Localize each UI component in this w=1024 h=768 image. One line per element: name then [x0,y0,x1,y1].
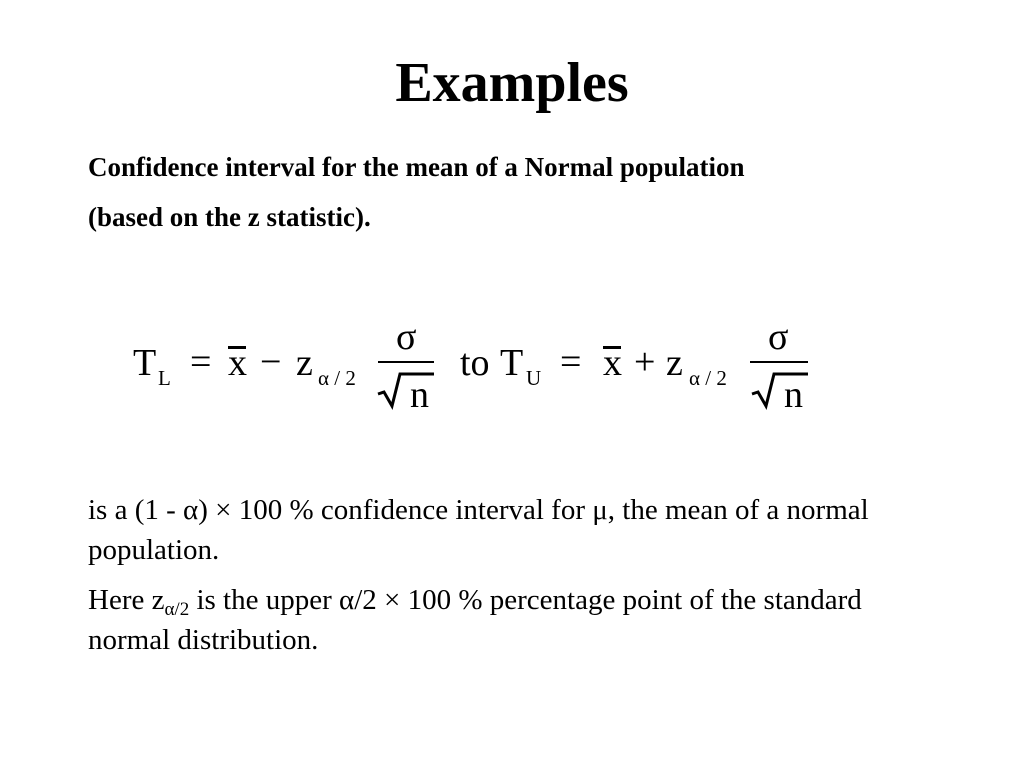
equals-sign-1: = [190,341,212,383]
n-1: n [410,374,429,416]
n-2: n [784,374,803,416]
z-definition-start: Here z [88,584,165,616]
plus-sign: + [634,341,656,383]
intro-line-1: Confidence interval for the mean of a Normal population [88,152,745,182]
lower-bound-subscript: L [158,366,171,390]
sigma-1: σ [396,316,417,358]
to-word: to [460,342,490,384]
sigma-2: σ [768,316,789,358]
z-definition-subscript: α/2 [164,599,190,620]
z-subscript-2: α / 2 [689,366,727,390]
z-symbol-2: z [666,342,683,384]
slide-title: Examples [395,52,629,114]
upper-bound-symbol: T [500,342,524,384]
sample-mean-1: x [228,342,247,384]
upper-bound-subscript: U [526,366,542,390]
interval-description: is a (1 - α) × 100 % confidence interval for μ, the mean of a normal population. [88,494,869,566]
z-definition-end: is the upper α/2 × 100 % percentage point of the standard normal distribution. [88,584,862,656]
minus-sign: − [260,341,282,383]
lower-bound-symbol: T [133,342,157,384]
equals-sign-2: = [560,341,582,383]
fraction-bar-1 [378,361,434,363]
z-subscript-1: α / 2 [318,366,356,390]
intro-line-2: (based on the z statistic). [88,202,371,232]
fraction-bar-2 [750,361,808,363]
z-definition [88,580,938,660]
z-symbol-1: z [296,342,313,384]
sample-mean-2: x [603,342,622,384]
